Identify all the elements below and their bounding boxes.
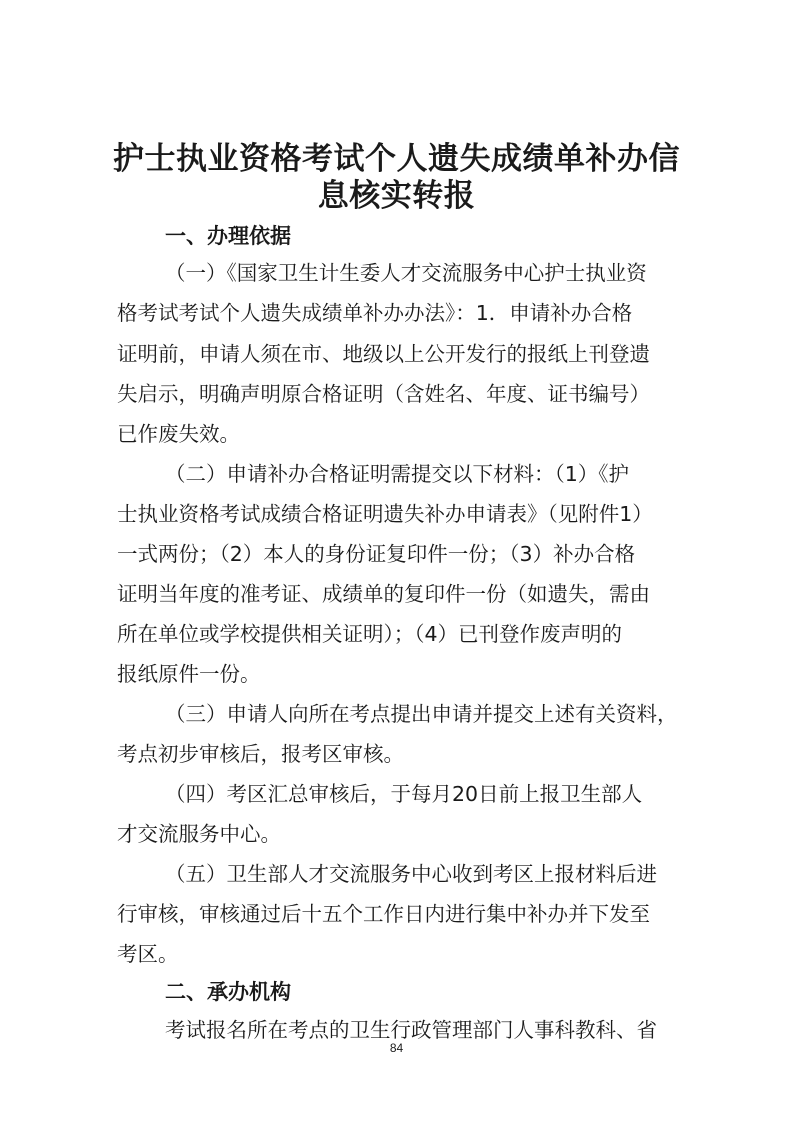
section-heading-agency: 二、承办机构 xyxy=(165,980,291,1004)
paragraph-line: 一式两份；（2）本人的身份证复印件一份；（3）补办合格 xyxy=(117,542,636,566)
paragraph-line: 考点初步审核后，报考区审核。 xyxy=(117,742,404,766)
paragraph-line: 士执业资格考试成绩合格证明遗失补办申请表》（见附件1） xyxy=(117,502,653,526)
paragraph-line: 所在单位或学校提供相关证明）；（4）已刊登作废声明的 xyxy=(117,622,623,646)
document-title-line-1: 护士执业资格考试个人遗失成绩单补办信 xyxy=(113,141,680,177)
paragraph-line: （四）考区汇总审核后，于每月20日前上报卫生部人 xyxy=(165,782,643,806)
page-number: 84 xyxy=(389,1041,404,1055)
paragraph-line: 失启示，明确声明原合格证明（含姓名、年度、证书编号） xyxy=(117,382,650,406)
paragraph-line: 才交流服务中心。 xyxy=(117,822,281,846)
paragraph-line: （二）申请补办合格证明需提交以下材料：（1）《护 xyxy=(165,462,630,486)
paragraph-line: （一）《国家卫生计生委人才交流服务中心护士执业资 xyxy=(165,261,647,285)
paragraph-line: 考试报名所在考点的卫生行政管理部门人事科教科、省 xyxy=(165,1018,657,1042)
paragraph-line: 已作废失效。 xyxy=(117,422,240,446)
paragraph-line: （五）卫生部人才交流服务中心收到考区上报材料后进 xyxy=(165,862,657,886)
paragraph-line: 考区。 xyxy=(117,942,179,966)
document-title-line-2: 息核实转报 xyxy=(317,178,476,214)
section-heading-basis: 一、办理依据 xyxy=(165,224,291,248)
paragraph-line: （三）申请人向所在考点提出申请并提交上述有关资料， xyxy=(165,702,678,726)
paragraph-line: 格考试考试个人遗失成绩单补办办法》：1．申请补办合格 xyxy=(117,301,633,325)
paragraph-line: 报纸原件一份。 xyxy=(117,662,261,686)
paragraph-line: 证明前，申请人须在市、地级以上公开发行的报纸上刊登遗 xyxy=(117,342,650,366)
paragraph-line: 证明当年度的准考证、成绩单的复印件一份（如遗失，需由 xyxy=(117,582,650,606)
paragraph-line: 行审核，审核通过后十五个工作日内进行集中补办并下发至 xyxy=(117,902,650,926)
